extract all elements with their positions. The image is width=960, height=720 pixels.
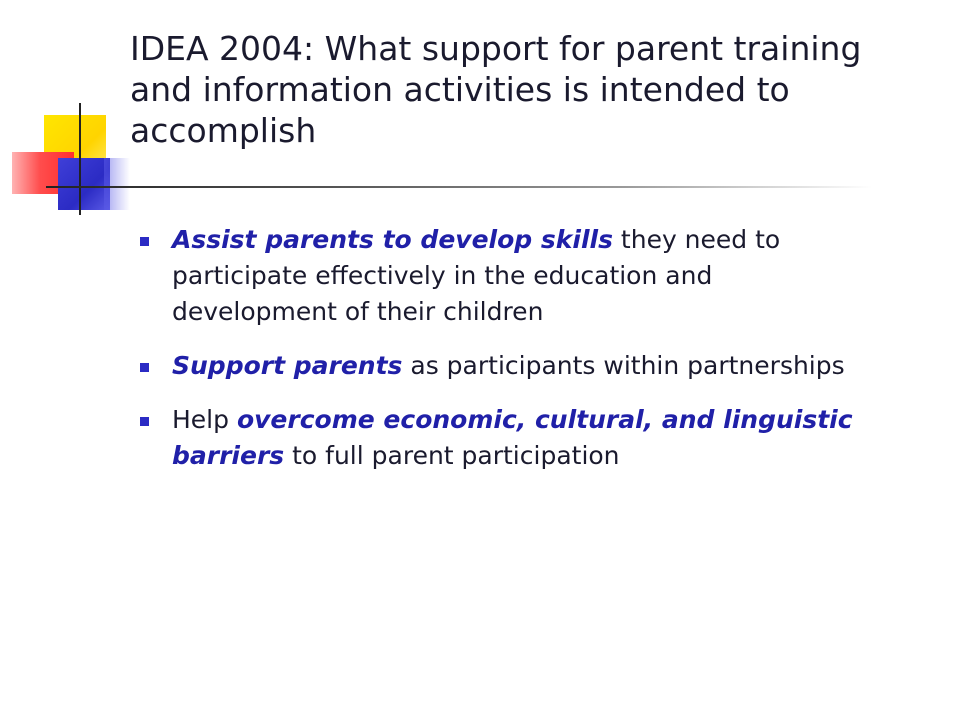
bullet-text: as participants within partnerships xyxy=(402,351,845,380)
bullet-marker-icon xyxy=(140,363,149,372)
bullet-item-skills xyxy=(140,222,860,330)
bullet-emphasis: Assist parents to develop skills xyxy=(172,225,613,254)
bullet-text: they need to participate effectively in the education and development of their children xyxy=(172,225,781,326)
bullet-emphasis: overcome economic, cultural, and linguistic barriers xyxy=(172,405,853,470)
decor-blue-square xyxy=(58,158,110,210)
bullet-marker-icon xyxy=(140,237,149,246)
decor-blue-fade xyxy=(104,158,130,210)
bullet-text: to full parent participation xyxy=(284,441,620,470)
decor-vertical-line xyxy=(79,103,81,215)
bullet-prefix: Help xyxy=(172,405,237,434)
slide-title: IDEA 2004: What support for parent training and information activities is intended to accomplish xyxy=(130,29,862,150)
bullet-emphasis: Support parents xyxy=(172,351,403,380)
bullet-list xyxy=(140,222,860,492)
title-underline xyxy=(46,186,872,188)
bullet-marker-icon xyxy=(140,417,149,426)
bullet-item-support xyxy=(140,348,860,384)
bullet-item-barriers xyxy=(140,402,860,474)
